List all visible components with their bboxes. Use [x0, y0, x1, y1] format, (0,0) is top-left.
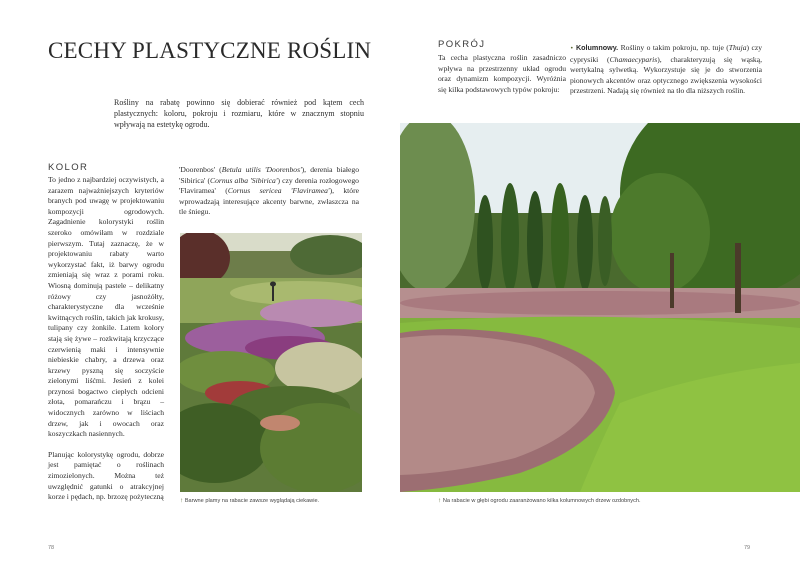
intro-paragraph: Rośliny na rabatę powinno się dobierać również pod kątem cech plastycznych: koloru, pokroju i rozmiaru, które w znacznym stopniu wpływają na estetykę ogrodu.	[114, 98, 364, 130]
mid-latin-1: Betula utilis 'Doorenbos'	[221, 165, 302, 174]
page-number-right: 79	[744, 545, 751, 551]
arrow-up-icon: ↑	[438, 497, 442, 504]
mid-text-1: 'Doorenbos' (	[179, 165, 222, 174]
columnar-trees-photo	[400, 123, 800, 492]
mid-text-3: ) czy derenia rozłogowego 'Flaviramea' (	[179, 175, 359, 196]
caption-left-text: Barwne plamy na rabacie zawsze wyglądają ciekawie.	[184, 498, 320, 504]
kolumnowy-text-1: Rośliny o takim pokroju, np. tuje (	[618, 43, 729, 52]
page-number-left: 78	[48, 545, 55, 551]
arrow-up-icon: ↑	[180, 497, 184, 504]
pokroj-heading: POKRÓJ	[438, 39, 486, 50]
page-title: CECHY PLASTYCZNE ROŚLIN	[48, 38, 372, 63]
mid-latin-3: Cornus sericea 'Flaviramea'	[227, 186, 330, 196]
kolumnowy-latin-1: Thuja	[728, 43, 747, 52]
flower-bed-photo	[180, 233, 362, 492]
middle-column-text	[179, 165, 359, 218]
mid-text-2: ), derenia białego 'Sibirica' (	[179, 165, 359, 185]
caption-right-text: Na rabacie w głębi ogrodu zaaranżowano kilka kolumnowych drzew ozdobnych.	[442, 498, 641, 504]
kolor-paragraph-1: To jedno z najbardziej oczywistych, a zarazem najważniejszych kryteriów branych pod uwagę w projektowaniu kompozycji ogrodowych. Zagadnienie kolorystyki roślin szeroko omówiłam w rozdziale pierwszym. Tutaj zaznaczę, że w projektowaniu rabaty warto wykorzystać fakt, iż barwy ogrodu zmieniają się wraz z porami roku. Wiosną dominują pastele – delikatny różowy czy jasnożółty, charakterystyczne dla wcześnie kwitnących roślin, takich jak krokusy, tulipany czy żonkile. Latem kolory stają się żywe – rozkwitają krzyczące czerwienią maki i intensywnie niebieskie chabry, a drzewa oraz krzewy pyszną się soczyście zielonymi liśćmi. Jesień z kolei przynosi bogactwo ciepłych odcieni złota, pomarańczu i brązu – widocznych zarówno w liściach drzew, jak i owocach oraz koszyczkach nasiennych.	[48, 175, 164, 439]
kolor-column	[48, 175, 164, 503]
kolumnowy-label: Kolumnowy.	[575, 43, 619, 52]
kolor-heading: KOLOR	[48, 162, 89, 173]
caption-right	[438, 497, 641, 504]
kolumnowy-text-3: ), charakteryzują się wąską, wertykalną sylwetką. Wykorzystuje się je do stworzenia pionowych akcentów oraz optycznego zwiększenia wysokości przestrzeni. Nadają się również na tło dla niższych roślin.	[570, 54, 762, 96]
kolor-paragraph-2: Planując kolorystykę ogrodu, dobrze jest pamiętać o roślinach zimozielonych. Można też uwzględnić gatunki o atrakcyjnej korze i pędach, np. brzozę pożyteczną	[48, 449, 164, 502]
kolumnowy-text-2: ) czy cyprysiki (	[570, 43, 762, 64]
kolumnowy-latin-2: Chamaecyparis	[609, 54, 658, 64]
kolumnowy-list-item	[570, 43, 762, 97]
mid-text-4: ), które wprowadzają interesujące akcenty barwne, zwłaszcza na tle śniegu.	[179, 186, 359, 217]
caption-left	[180, 497, 319, 504]
pokroj-paragraph: Ta cecha plastyczna roślin zasadniczo wpływa na przestrzenny układ ogrodu oraz dynamizm kompozycji. Wyróżnia się kilka podstawowych typów pokroju:	[438, 53, 566, 94]
bullet-icon: •	[570, 45, 574, 52]
mid-latin-2: Cornus alba 'Sibirica'	[210, 175, 278, 185]
